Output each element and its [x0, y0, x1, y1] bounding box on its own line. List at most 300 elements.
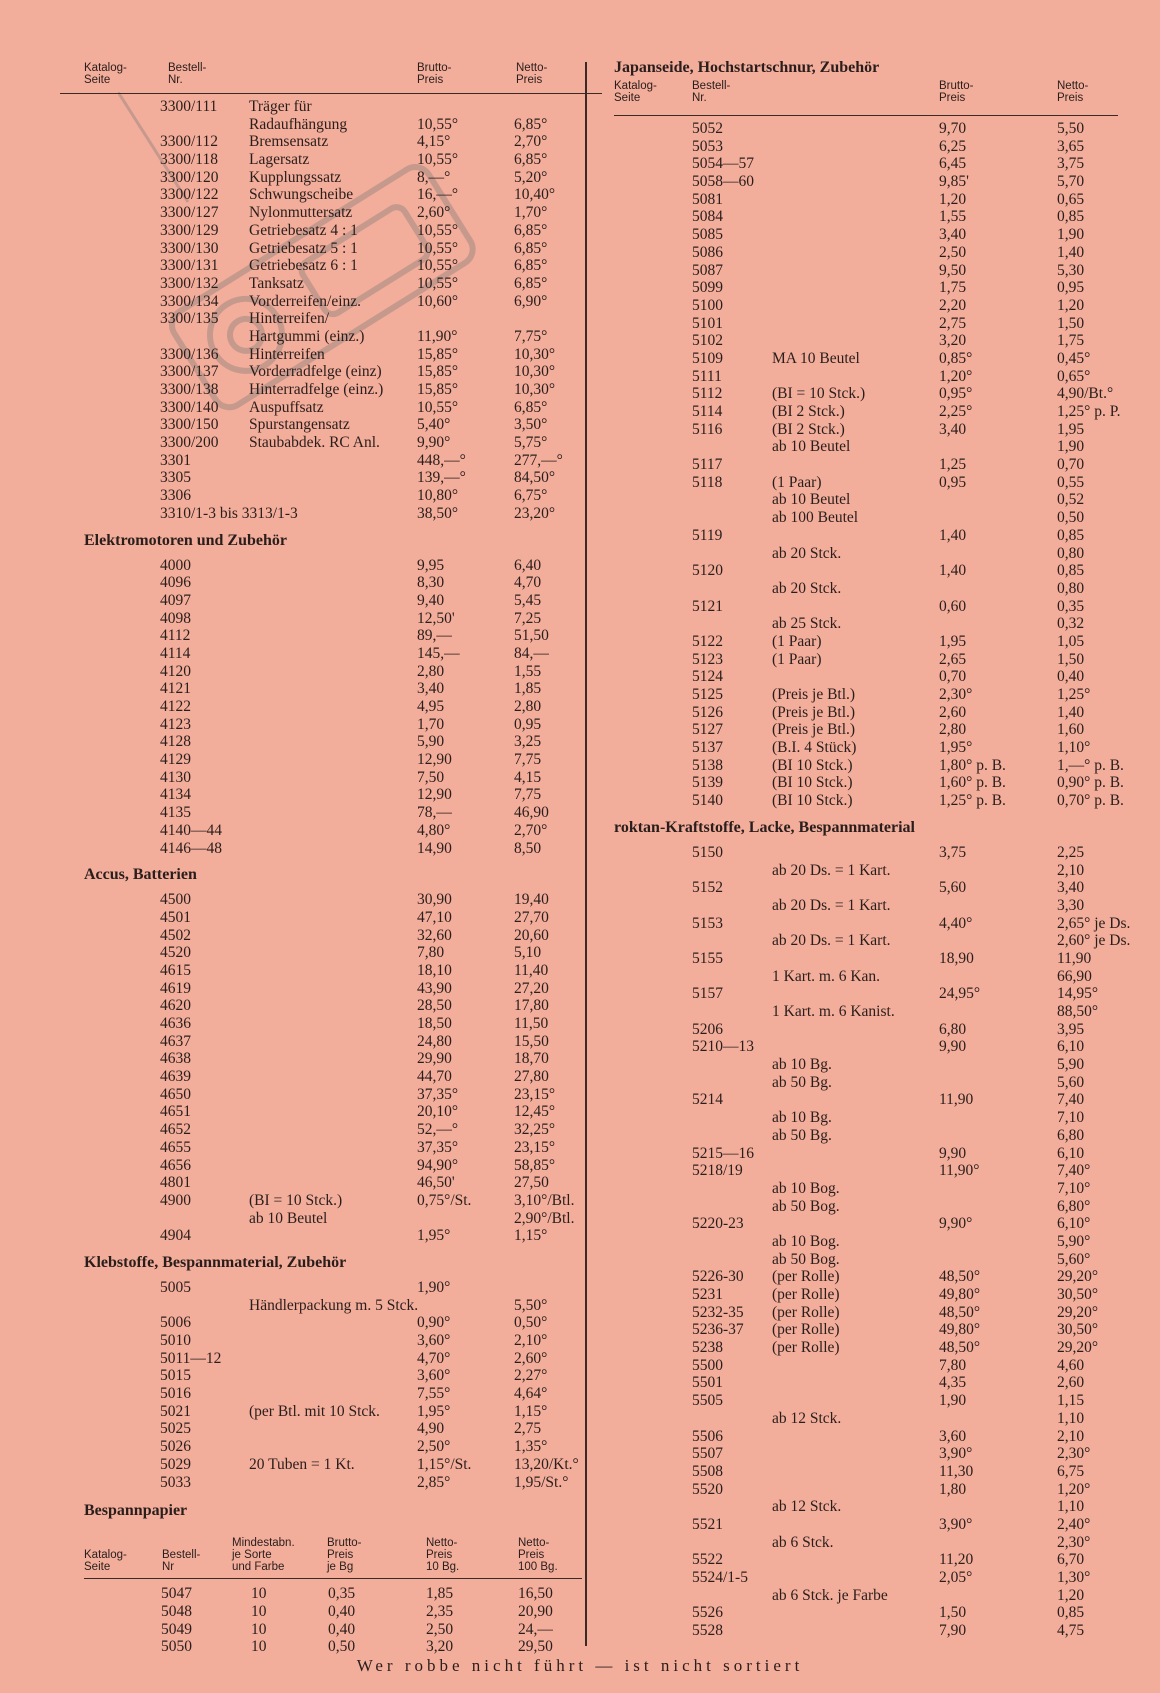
table-row — [84, 416, 582, 434]
description: ab 100 Beutel — [772, 509, 859, 527]
order-number: 3300/118 — [160, 151, 218, 169]
net-price: 10,40° — [514, 186, 556, 204]
table-row — [614, 527, 1118, 545]
gross-price: 9,90° — [939, 1215, 973, 1233]
gross-price: 1,80 — [939, 1480, 967, 1498]
table-row — [614, 315, 1118, 333]
order-number: 5011—12 — [160, 1349, 222, 1367]
net-price: 8,50 — [514, 839, 542, 857]
order-number: 4620 — [160, 997, 191, 1015]
description: ab 10 Bog. — [772, 1232, 840, 1250]
table-row — [84, 1474, 582, 1492]
gross-price: 0,75°/St. — [417, 1191, 472, 1209]
order-number: 5232-35 — [692, 1303, 744, 1321]
table-row — [614, 332, 1118, 350]
gross-price: 1,40 — [939, 526, 967, 544]
gross-price: 20,10° — [417, 1103, 459, 1121]
table-row — [84, 1603, 582, 1621]
table-row — [84, 909, 582, 927]
gross-price: 4,80° — [417, 821, 451, 839]
net-price: 3,10°/Btl. — [514, 1191, 575, 1209]
table-row — [84, 1350, 582, 1368]
table-row — [84, 663, 582, 681]
order-number: 5125 — [692, 686, 723, 703]
gross-price: 47,10 — [417, 908, 452, 926]
table-row — [614, 651, 1118, 669]
order-number: 5210—13 — [692, 1038, 754, 1056]
order-number: 5127 — [692, 721, 723, 739]
order-number: 5520 — [692, 1480, 723, 1498]
order-number: 4097 — [160, 591, 191, 609]
net-price: 277,—° — [514, 451, 563, 469]
gross-price: 5,40° — [417, 416, 451, 434]
table-row — [614, 120, 1118, 138]
order-number: 5112 — [692, 385, 723, 403]
table-row — [614, 438, 1118, 456]
table-row — [84, 1139, 582, 1157]
table-row — [84, 1585, 582, 1603]
net-price: 30,50° — [1057, 1286, 1099, 1303]
gross-price: 0,60 — [939, 597, 967, 615]
order-number: 4615 — [160, 961, 191, 979]
description: Radaufhängung — [249, 115, 348, 133]
net-price: 27,20 — [514, 979, 549, 997]
left-sections — [84, 98, 582, 1491]
net-price: 5,90 — [1057, 1056, 1085, 1074]
order-number: 5500 — [692, 1356, 723, 1374]
net-price: 14,95° — [1057, 985, 1099, 1003]
description: (Preis je Btl.) — [772, 686, 856, 703]
bp-header-katalog: Katalog- Seite — [84, 1549, 127, 1574]
gross-price: 2,30° — [939, 686, 973, 703]
gross-price: 0,70 — [939, 668, 967, 686]
order-number: 3300/129 — [160, 221, 219, 239]
gross-price: 2,25° — [939, 403, 973, 420]
order-number: 5029 — [160, 1455, 191, 1473]
gross-price: 2,80 — [939, 721, 967, 739]
net-price: 1,40 — [1057, 703, 1085, 721]
gross-price: 1,95° — [417, 1402, 451, 1420]
net-price: 20,60 — [514, 926, 549, 944]
order-number: 5116 — [692, 420, 723, 438]
net-price: 2,75 — [514, 1420, 542, 1438]
order-number: 5152 — [692, 879, 723, 897]
gross-price: 10,55° — [417, 221, 459, 239]
order-number: 3300/130 — [160, 239, 219, 257]
order-number: 3300/135 — [160, 310, 219, 328]
net-price-10: 3,20 — [426, 1638, 454, 1656]
order-number: 4656 — [160, 1156, 191, 1174]
gross-price-per-sheet: 0,40 — [328, 1620, 356, 1638]
description: Staubabdek. RC Anl. — [249, 434, 380, 452]
table-row — [614, 1286, 1118, 1304]
table-row — [614, 155, 1118, 173]
order-number: 5025 — [160, 1420, 191, 1438]
header-brutto: Brutto- Preis — [417, 62, 452, 86]
table-row — [614, 1321, 1118, 1339]
table-row — [614, 1233, 1118, 1251]
table-row — [84, 151, 582, 169]
gross-price: 1,60° p. B. — [939, 774, 1006, 792]
description: (1 Paar) — [772, 650, 822, 668]
table-row — [614, 1091, 1118, 1109]
order-number: 5033 — [160, 1473, 191, 1491]
net-price: 0,40 — [1057, 668, 1085, 686]
net-price: 0,95 — [1057, 279, 1085, 297]
gross-price: 12,50' — [417, 609, 455, 627]
order-number: 3300/138 — [160, 381, 219, 398]
gross-price: 8,—° — [417, 168, 451, 186]
bespannpapier-rows — [84, 1585, 582, 1656]
table-row — [84, 1403, 582, 1421]
table-row — [614, 1162, 1118, 1180]
order-number: 5122 — [692, 632, 723, 650]
order-number: 4639 — [160, 1068, 191, 1086]
table-header — [614, 80, 1118, 114]
table-row — [84, 1015, 582, 1033]
description: Auspuffsatz — [249, 398, 324, 416]
header-brutto: Brutto- Preis — [939, 80, 974, 104]
net-price: 6,90° — [514, 292, 548, 310]
table-row — [614, 1021, 1118, 1039]
table-row — [84, 1157, 582, 1175]
gross-price: 49,80° — [939, 1286, 981, 1303]
order-number: 4140—44 — [160, 821, 222, 839]
table-row — [84, 698, 582, 716]
order-number: 3300/200 — [160, 434, 219, 452]
net-price: 1,20 — [1057, 296, 1085, 314]
table-row — [84, 927, 582, 945]
net-price: 5,60° — [1057, 1250, 1091, 1268]
gross-price: 1,90° — [417, 1278, 451, 1296]
description: Schwungscheibe — [249, 186, 354, 204]
net-price: 6,10° — [1057, 1215, 1091, 1233]
order-number: 4112 — [160, 627, 191, 645]
order-number: 4650 — [160, 1085, 191, 1103]
gross-price: 46,50' — [417, 1174, 455, 1192]
header-bestell: Bestell- Nr. — [168, 62, 207, 86]
gross-price: 4,15° — [417, 133, 451, 151]
table-row — [84, 1367, 582, 1385]
gross-price: 9,85' — [939, 173, 969, 191]
table-row — [84, 1050, 582, 1068]
description: 20 Tuben = 1 Kt. — [249, 1455, 355, 1473]
table-row — [614, 1127, 1118, 1145]
table-row — [84, 1332, 582, 1350]
gross-price: 30,90 — [417, 891, 452, 909]
net-price: 6,10 — [1057, 1038, 1085, 1056]
description: ab 50 Bog. — [772, 1197, 840, 1215]
table-row — [84, 204, 582, 222]
order-number: 4619 — [160, 979, 191, 997]
gross-price: 5,60 — [939, 879, 967, 897]
gross-price: 1,90 — [939, 1392, 967, 1410]
order-number: 5124 — [692, 668, 723, 686]
gross-price: 15,85° — [417, 381, 459, 398]
net-price: 19,40 — [514, 891, 549, 909]
description: (per Btl. mit 10 Stck. — [249, 1402, 380, 1420]
order-number: 5528 — [692, 1622, 723, 1640]
gross-price: 28,50 — [417, 997, 452, 1015]
gross-price-per-sheet: 0,35 — [328, 1585, 356, 1603]
net-price: 3,40 — [1057, 879, 1085, 897]
net-price: 4,75 — [1057, 1622, 1085, 1640]
order-number: 5026 — [160, 1438, 191, 1456]
table-header — [84, 58, 582, 92]
table-row — [84, 822, 582, 840]
table-row — [614, 208, 1118, 226]
description: (BI 10 Stck.) — [772, 792, 853, 810]
table-row — [84, 257, 582, 275]
order-number: 5121 — [692, 597, 723, 615]
order-number: 5153 — [692, 914, 723, 932]
net-price: 2,27° — [514, 1367, 548, 1385]
description: Hinterradfelge (einz.) — [249, 381, 384, 398]
description: ab 10 Beutel — [772, 438, 851, 456]
gross-price: 0,85° — [939, 349, 973, 367]
table-row — [84, 980, 582, 998]
order-number: 3300/112 — [160, 133, 218, 151]
order-number: 5505 — [692, 1392, 723, 1410]
order-number: 5119 — [692, 526, 723, 544]
table-row — [614, 1198, 1118, 1216]
header-netto: Netto- Preis — [1057, 80, 1089, 104]
net-price: 27,50 — [514, 1174, 549, 1192]
table-row — [84, 1297, 582, 1315]
description: 1 Kart. m. 6 Kanist. — [772, 1003, 895, 1020]
net-price: 11,40 — [514, 961, 549, 979]
order-number: 4134 — [160, 786, 191, 804]
gross-price: 7,80 — [939, 1356, 967, 1374]
net-price: 1,60 — [1057, 721, 1085, 739]
order-number: 4500 — [160, 891, 191, 909]
table-row — [614, 385, 1118, 403]
net-price: 1,20 — [1057, 1586, 1085, 1604]
net-price: 23,15° — [514, 1138, 556, 1156]
order-number: 5049 — [161, 1620, 192, 1638]
gross-price: 2,85° — [417, 1473, 451, 1491]
net-price: 2,80 — [514, 698, 542, 715]
order-number: 4502 — [160, 926, 191, 944]
description: (BI 2 Stck.) — [772, 420, 845, 438]
table-row — [84, 769, 582, 787]
order-number: 3300/150 — [160, 416, 219, 434]
table-row — [614, 598, 1118, 616]
description: Getriebesatz 6 : 1 — [249, 257, 358, 275]
gross-price: 1,95° — [939, 739, 973, 757]
net-price: 12,45° — [514, 1103, 556, 1121]
table-row — [84, 116, 582, 134]
table-row — [614, 350, 1118, 368]
gross-price: 1,75 — [939, 279, 967, 297]
description: ab 10 Bg. — [772, 1109, 832, 1127]
net-price: 6,85° — [514, 257, 548, 275]
net-price-100: 29,50 — [518, 1638, 553, 1656]
description: (per Rolle) — [772, 1268, 840, 1286]
order-number: 5085 — [692, 226, 723, 244]
net-price: 1,35° — [514, 1438, 548, 1456]
order-number: 3301 — [160, 451, 191, 469]
gross-price: 0,95 — [939, 473, 967, 491]
table-row — [84, 240, 582, 258]
table-row — [84, 1033, 582, 1051]
order-number: 5047 — [161, 1585, 192, 1603]
order-number: 5010 — [160, 1332, 191, 1349]
gross-price: 29,90 — [417, 1050, 452, 1068]
header-netto: Netto- Preis — [516, 62, 548, 86]
order-number: 5016 — [160, 1385, 191, 1403]
table-row — [614, 1463, 1118, 1481]
gross-price: 2,20 — [939, 296, 967, 314]
net-price: 6,85° — [514, 115, 548, 133]
gross-price: 139,—° — [417, 469, 466, 487]
net-price: 5,10 — [514, 944, 542, 962]
table-row — [614, 686, 1118, 704]
net-price: 29,20° — [1057, 1339, 1099, 1357]
table-row — [614, 1056, 1118, 1074]
table-row — [614, 774, 1124, 792]
net-price: 0,95 — [514, 715, 542, 733]
gross-price: 11,90 — [939, 1091, 974, 1109]
net-price-100: 24,— — [518, 1620, 553, 1638]
gross-price: 6,25 — [939, 137, 967, 155]
gross-price: 48,50° — [939, 1268, 981, 1286]
gross-price: 1,25° p. B. — [939, 792, 1006, 810]
order-number: 5086 — [692, 243, 723, 261]
order-number: 3300/134 — [160, 292, 219, 310]
order-number: 3306 — [160, 487, 191, 505]
gross-price: 38,50° — [417, 504, 459, 522]
net-price: 88,50° — [1057, 1003, 1099, 1020]
gross-price: 15,85° — [417, 363, 459, 381]
table-row — [84, 944, 582, 962]
table-row — [84, 1192, 582, 1210]
net-price-100: 20,90 — [518, 1602, 553, 1620]
gross-price: 24,80 — [417, 1032, 452, 1050]
net-price: 1,15° — [514, 1227, 548, 1245]
net-price: 6,85° — [514, 239, 548, 257]
table-row — [614, 1003, 1118, 1021]
net-price: 84,— — [514, 644, 549, 662]
min-quantity: 10 — [251, 1638, 267, 1656]
table-row — [614, 580, 1118, 598]
table-row — [614, 897, 1118, 915]
gross-price: 0,95° — [939, 385, 973, 403]
net-price: 23,20° — [514, 504, 556, 522]
table-row — [614, 1268, 1118, 1286]
order-number: 4096 — [160, 574, 191, 592]
table-row — [614, 1145, 1118, 1163]
order-number: 4123 — [160, 715, 191, 733]
net-price: 7,10 — [1057, 1109, 1085, 1127]
section-title: roktan-Kraftstoffe, Lacke, Bespannmaterial — [614, 818, 915, 836]
table-row — [84, 1438, 582, 1456]
order-number: 5137 — [692, 739, 723, 757]
net-price: 18,70 — [514, 1050, 549, 1068]
gross-price: 18,50 — [417, 1015, 452, 1032]
net-price: 6,80° — [1057, 1197, 1091, 1215]
gross-price: 7,50 — [417, 768, 445, 786]
gross-price: 1,70 — [417, 715, 445, 733]
header-rule — [60, 93, 602, 94]
gross-price: 1,55 — [939, 208, 967, 226]
order-number: 5507 — [692, 1445, 723, 1463]
gross-price: 3,40 — [939, 226, 967, 244]
net-price: 2,60 — [1057, 1374, 1085, 1392]
description: Getriebesatz 4 : 1 — [249, 221, 358, 239]
description: ab 12 Stck. — [772, 1409, 842, 1427]
gross-price: 37,35° — [417, 1138, 459, 1156]
table-row — [614, 756, 1124, 775]
net-price: 6,85° — [514, 274, 548, 292]
order-number: 4501 — [160, 908, 191, 926]
table-row — [84, 452, 582, 470]
net-price: 1,95/St.° — [514, 1473, 569, 1491]
net-price: 0,45° — [1057, 349, 1091, 367]
description: ab 20 Ds. = 1 Kart. — [772, 896, 891, 914]
order-number: 5102 — [692, 332, 723, 350]
gross-price: 4,95 — [417, 698, 445, 715]
gross-price: 9,40 — [417, 591, 445, 609]
net-price: 30,50° — [1057, 1321, 1099, 1339]
table-row — [84, 1174, 582, 1192]
table-row — [84, 574, 582, 592]
gross-price: 16,—° — [417, 186, 459, 204]
table-row — [84, 1279, 582, 1297]
right-sections — [614, 58, 1131, 1640]
net-price-10: 1,85 — [426, 1585, 454, 1603]
net-price: 3,95 — [1057, 1020, 1085, 1038]
gross-price: 3,60° — [417, 1332, 451, 1349]
gross-price: 2,65 — [939, 650, 967, 668]
net-price: 1,90 — [1057, 438, 1085, 456]
table-row — [84, 169, 582, 187]
table-row — [84, 275, 582, 293]
bp-header-brutto: Brutto- Preis je Bg — [327, 1537, 362, 1574]
net-price-10: 2,50 — [426, 1620, 454, 1638]
order-number: 3305 — [160, 469, 191, 487]
table-row — [84, 434, 582, 452]
description: Spurstangensatz — [249, 416, 350, 434]
footer-slogan: Wer robbe nicht führt — ist nicht sortiert — [356, 1656, 804, 1675]
description: (per Rolle) — [772, 1286, 840, 1303]
table-row — [614, 244, 1118, 262]
table-row — [84, 186, 582, 204]
gross-price: 9,70 — [939, 120, 967, 137]
table-row — [84, 328, 582, 346]
order-number: 5138 — [692, 756, 723, 774]
net-price: 0,70° p. B. — [1057, 792, 1124, 810]
gross-price: 2,60° — [417, 204, 451, 222]
gross-price: 9,90 — [939, 1038, 967, 1056]
table-row — [84, 592, 582, 610]
table-row — [614, 403, 1121, 421]
gross-price: 6,45 — [939, 155, 967, 173]
table-row — [614, 950, 1118, 968]
table-row — [614, 545, 1118, 563]
net-price: 0,50 — [1057, 509, 1085, 527]
order-number: 4636 — [160, 1015, 191, 1032]
net-price: 32,25° — [514, 1121, 556, 1139]
gross-price: 3,20 — [939, 332, 967, 350]
order-number: 4652 — [160, 1121, 191, 1139]
table-row — [614, 421, 1118, 439]
table-row — [84, 222, 582, 240]
order-number: 4120 — [160, 662, 191, 680]
description: ab 25 Stck. — [772, 615, 842, 633]
description: Nylonmuttersatz — [249, 204, 353, 222]
net-price: 1,75 — [1057, 332, 1085, 350]
